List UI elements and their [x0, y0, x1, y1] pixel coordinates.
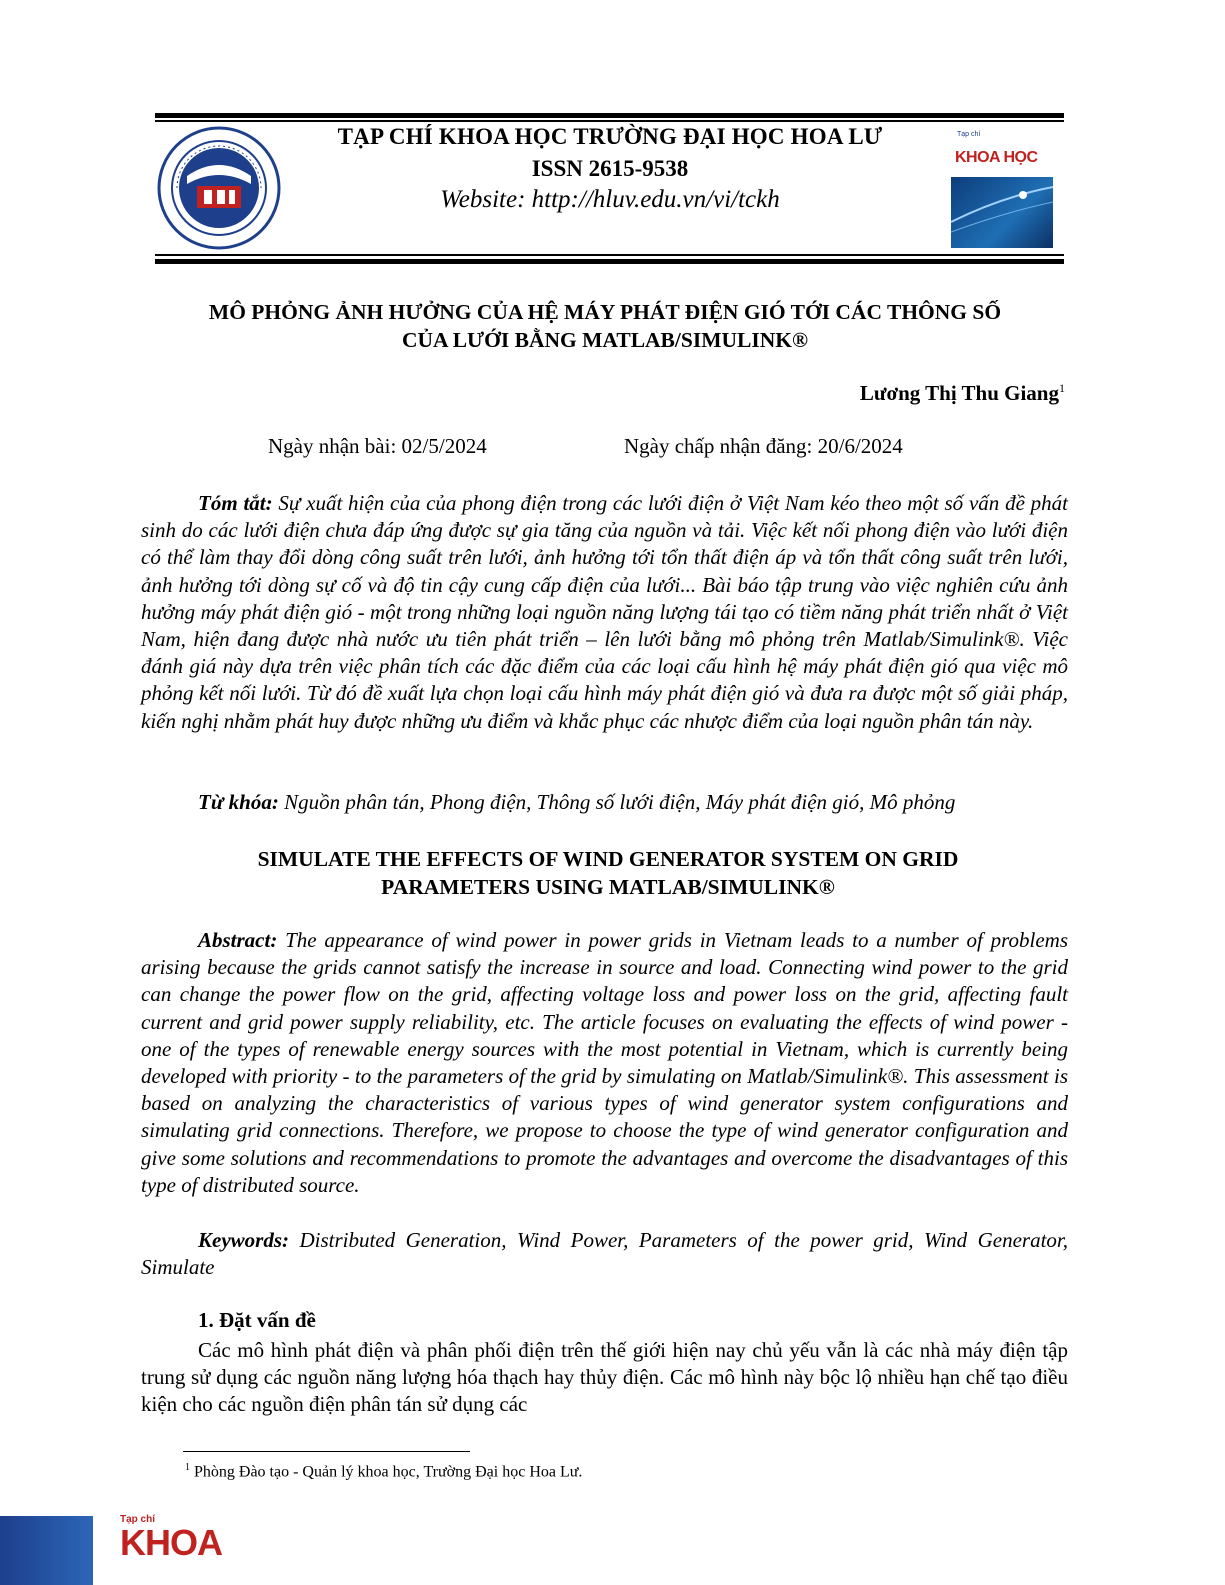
header-top-rule: [155, 113, 1064, 118]
section-heading: 1. Đặt vấn đề: [198, 1308, 316, 1332]
journal-name: TẠP CHÍ KHOA HỌC TRƯỜNG ĐẠI HỌC HOA LƯ: [337, 124, 883, 149]
cover-title-text: KHOA HỌC: [955, 149, 1038, 166]
header-bottom-rule-thin: [155, 254, 1064, 256]
keywords-en: [141, 1227, 1068, 1281]
keywords-vi-label: Từ khóa:: [198, 790, 279, 814]
title-en-line2: PARAMETERS USING MATLAB/SIMULINK®: [381, 875, 835, 899]
bottom-logo-big: KHOA: [120, 1522, 222, 1563]
author-footnote-mark: 1: [1059, 381, 1065, 395]
section-body: Các mô hình phát điện và phân phối điện trên thế giới hiện nay chủ yếu vẫn là các nhà máy điện tập trung sử dụng các nguồn năng lượng hóa thạch hay thủy điện. Các mô hình này bộc lộ nhiều hạn chế tạo điều kiện cho các nguồn điện phân tán sử dụng các: [141, 1338, 1068, 1417]
keywords-en-text: Distributed Generation, Wind Power, Parameters of the power grid, Wind Generator, Simulate: [141, 1228, 1068, 1280]
received-date: Ngày nhận bài: 02/5/2024: [268, 434, 487, 458]
title-vi-line2: CỦA LƯỚI BẰNG MATLAB/SIMULINK®: [401, 328, 809, 352]
keywords-vi-text: Nguồn phân tán, Phong điện, Thông số lưới điện, Máy phát điện gió, Mô phỏng: [278, 790, 956, 814]
university-seal-logo: [157, 126, 281, 250]
footnote-text: Phòng Đào tạo - Quản lý khoa học, Trường Đại học Hoa Lư.: [190, 1463, 583, 1481]
abstract-vi-text: Sự xuất hiện của của phong điện trong các lưới điện ở Việt Nam kéo theo một số vấn đề phát sinh do các lưới điện chưa đáp ứng được sự gia tăng của nguồn và tải. Việc kết nối phong điện vào lưới điện có thể làm thay đổi dòng công suất trên lưới, ảnh hưởng tới tổn thất điện áp và tổn thất công suất trên lưới, ảnh hưởng tới dòng sự cố và độ tin cậy cung cấp điện của lưới... Bài báo tập trung vào việc nghiên cứu ảnh hưởng máy phát điện gió - một trong những loại nguồn năng lượng tái tạo có tiềm năng phát triển nhất ở Việt Nam, hiện đang được nhà nước ưu tiên phát triển – lên lưới bằng mô phỏng trên Matlab/Simulink®. Việc đánh giá này dựa trên việc phân tích các đặc điểm của các loại cấu hình hệ máy phát điện gió qua việc mô phỏng kết nối lưới. Từ đó đề xuất lựa chọn loại cấu hình máy phát điện gió và đưa ra được một số giải pháp, kiến nghị nhằm phát huy được những ưu điểm và khắc phục các nhược điểm của loại nguồn phân tán này.: [141, 491, 1069, 733]
bottom-logo-small: Tạp chí: [120, 1514, 156, 1525]
bottom-color-bar: [0, 1516, 93, 1585]
footnote-rule: [183, 1451, 470, 1452]
journal-issn: ISSN 2615-9538: [531, 156, 689, 181]
title-vi-line1: MÔ PHỎNG ẢNH HƯỞNG CỦA HỆ MÁY PHÁT ĐIỆN GIÓ TỚI CÁC THÔNG SỐ: [208, 300, 1002, 324]
keywords-en-label: Keywords:: [198, 1228, 289, 1252]
footnote-mark: 1: [185, 1462, 190, 1473]
journal-website: Website: http://hluv.edu.vn/vi/tckh: [440, 186, 780, 213]
abstract-en-label: Abstract:: [198, 928, 278, 952]
author-name: Lương Thị Thu Giang: [859, 381, 1059, 405]
paper-title-vi: [145, 298, 1065, 354]
author: [860, 381, 1065, 406]
abstract-vi: [141, 490, 1068, 735]
header-top-rule-thin: [155, 120, 1064, 122]
cover-small-text: Tạp chí: [957, 131, 981, 138]
abstract-vi-label: Tóm tắt:: [198, 491, 273, 515]
header-bottom-rule: [155, 259, 1064, 264]
footnote: [185, 1462, 582, 1481]
abstract-en: [141, 927, 1068, 1199]
journal-cover-image: [951, 125, 1053, 248]
paper-title-en: [148, 845, 1068, 901]
keywords-vi: [141, 789, 1068, 816]
abstract-en-text: The appearance of wind power in power grids in Vietnam leads to a number of problems arising because the grids cannot satisfy the increase in source and load. Connecting wind power to the grid can change the power flow on the grid, affecting voltage loss and power loss on the grid, affecting fault current and grid power supply reliability, etc. The article focuses on evaluating the effects of wind power - one of the types of renewable energy sources with the most potential in Vietnam, which is currently being developed with priority - to the parameters of the grid by simulating on Matlab/Simulink®. This assessment is based on analyzing the characteristics of various types of wind generator system configurations and simulating grid connections. Therefore, we propose to choose the type of wind generator configuration and give some solutions and recommendations to promote the advantages and overcome the disadvantages of this type of distributed source.: [141, 928, 1068, 1197]
bottom-journal-logo: [120, 1514, 222, 1561]
title-en-line1: SIMULATE THE EFFECTS OF WIND GENERATOR SYSTEM ON GRID: [257, 847, 959, 871]
accepted-date: Ngày chấp nhận đăng: 20/6/2024: [624, 434, 903, 458]
